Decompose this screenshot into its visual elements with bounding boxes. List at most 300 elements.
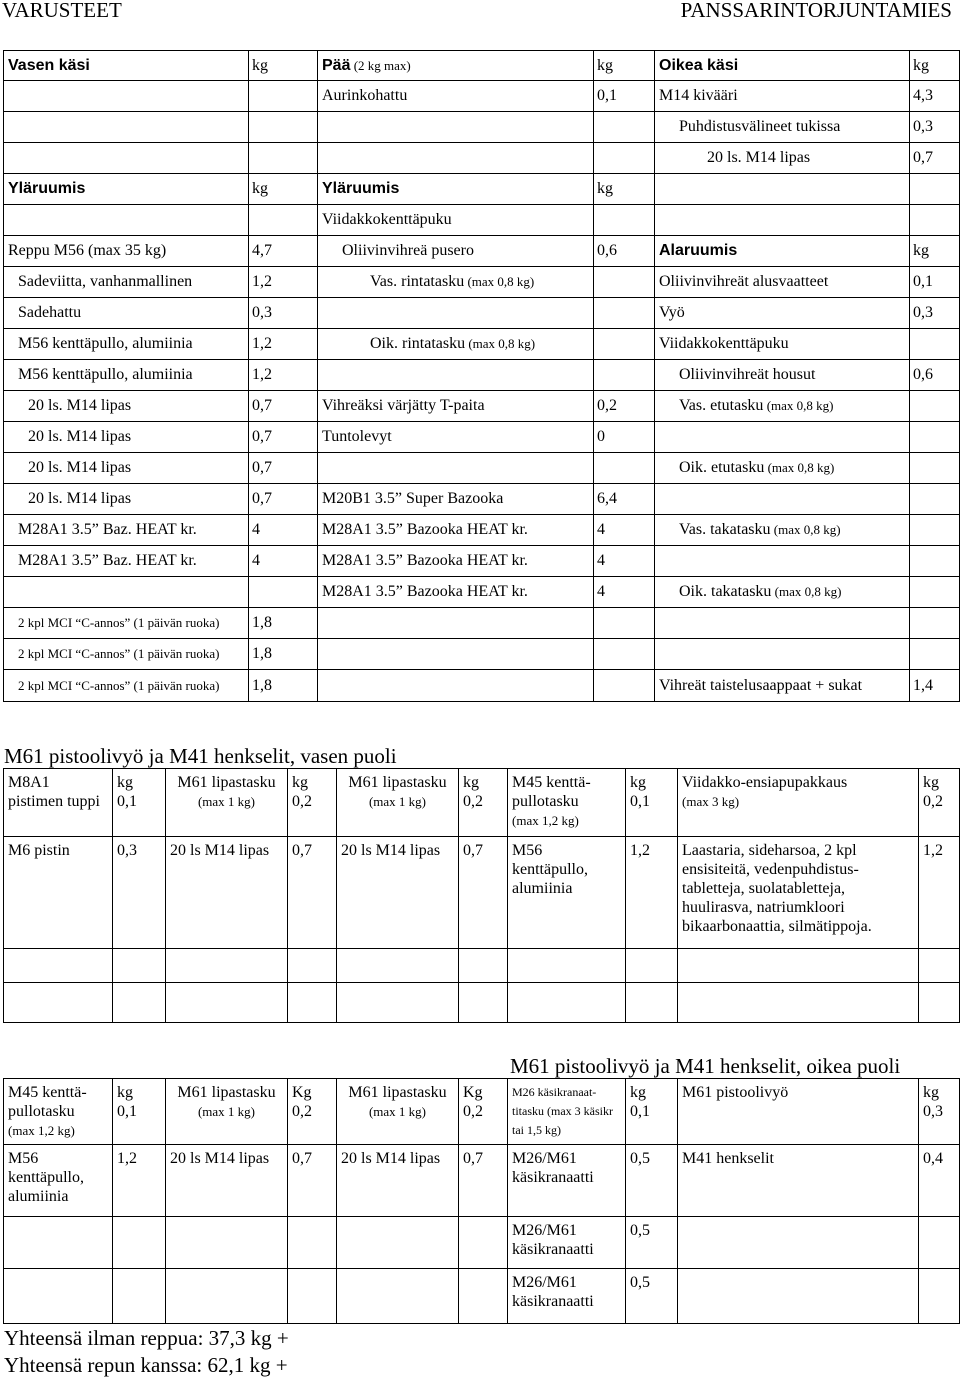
weight-cell — [919, 1079, 960, 1145]
weight-cell — [288, 1145, 337, 1217]
weight-cell — [249, 422, 318, 453]
weight-cell — [113, 949, 166, 983]
cell-subtext: (max 0,8 kg) — [764, 460, 835, 475]
item-cell — [655, 453, 910, 484]
cell-text: Oikea käsi — [659, 56, 739, 74]
item-cell — [508, 1217, 626, 1269]
weight-cell — [288, 1079, 337, 1145]
weight-cell — [910, 608, 960, 639]
item-cell — [318, 51, 594, 81]
total-without-pack: Yhteensä ilman reppua: 37,3 kg + — [4, 1326, 289, 1350]
cell-text: 0 — [597, 428, 605, 445]
weight-cell — [594, 51, 655, 81]
item-cell — [318, 608, 594, 639]
weight-cell — [459, 837, 508, 949]
cell-text: Tuntolevyt — [322, 428, 392, 445]
item-cell — [166, 837, 288, 949]
cell-text: 0,2 — [597, 397, 617, 414]
weight-cell — [626, 983, 678, 1023]
weight-cell — [594, 205, 655, 236]
item-cell — [678, 1145, 919, 1217]
weight-cell — [910, 112, 960, 143]
weight-cell — [594, 484, 655, 515]
weight-cell — [459, 1079, 508, 1145]
weight-cell — [288, 837, 337, 949]
total-with-pack: Yhteensä repun kanssa: 62,1 kg + — [4, 1353, 288, 1377]
weight-cell — [910, 391, 960, 422]
table-row — [4, 422, 960, 453]
item-cell — [318, 391, 594, 422]
weight-cell — [594, 515, 655, 546]
table-row — [4, 267, 960, 298]
table-row — [4, 174, 960, 205]
table-row — [4, 769, 960, 837]
cell-text: 0,7 — [252, 490, 272, 507]
weight-cell — [910, 484, 960, 515]
item-cell — [318, 205, 594, 236]
item-cell — [655, 484, 910, 515]
table-row — [4, 608, 960, 639]
cell-text: M6 pistin — [8, 842, 70, 859]
weight-cell — [910, 267, 960, 298]
table-row — [4, 112, 960, 143]
cell-text: 20 ls. M14 lipas — [28, 428, 132, 445]
weight-cell — [249, 577, 318, 608]
cell-text: Sadeviitta, vanhanmallinen — [18, 273, 193, 290]
cell-text: kg — [913, 56, 929, 74]
cell-text: Vihreäksi värjätty T-paita — [322, 397, 485, 414]
cell-text: 20 ls. M14 lipas — [28, 490, 132, 507]
weight-cell — [910, 639, 960, 670]
cell-text: 0,5 — [630, 1274, 650, 1291]
item-cell — [4, 1079, 113, 1145]
cell-text: 20 ls M14 lipas — [341, 842, 441, 859]
cell-text: kg 0,1 — [117, 774, 137, 810]
cell-text: M28A1 3.5” Bazooka HEAT kr. — [322, 552, 528, 569]
item-cell — [4, 1269, 113, 1324]
cell-subtext: (max 1,2 kg) — [8, 1123, 75, 1138]
table-row — [4, 329, 960, 360]
cell-text: Vas. rintatasku — [370, 273, 465, 290]
table-row — [4, 670, 960, 702]
cell-text: kg 0,3 — [923, 1084, 943, 1120]
weight-cell — [249, 143, 318, 174]
cell-text: 1,2 — [252, 273, 272, 290]
cell-text: 0,1 — [913, 273, 933, 290]
table-row — [4, 391, 960, 422]
cell-text: 0,6 — [597, 242, 617, 259]
weight-cell — [249, 174, 318, 205]
cell-text: Pää — [322, 56, 351, 74]
header-left: VARUSTEET — [2, 0, 122, 22]
item-cell — [4, 484, 249, 515]
item-cell — [4, 670, 249, 702]
item-cell — [678, 837, 919, 949]
cell-text: kg 0,1 — [630, 774, 650, 810]
weight-cell — [113, 1145, 166, 1217]
table-row — [4, 1269, 960, 1324]
item-cell — [4, 546, 249, 577]
item-cell — [678, 1079, 919, 1145]
weight-cell — [594, 81, 655, 112]
table-row — [4, 453, 960, 484]
cell-text: 1,2 — [630, 842, 650, 859]
weight-cell — [919, 837, 960, 949]
cell-text: 0,6 — [913, 366, 933, 383]
item-cell — [4, 1145, 113, 1217]
cell-text: 4 — [597, 583, 605, 600]
item-cell — [166, 1217, 288, 1269]
item-cell — [655, 577, 910, 608]
weight-cell — [910, 515, 960, 546]
cell-text: 0,7 — [252, 459, 272, 476]
cell-text: 20 ls. M14 lipas — [707, 149, 811, 166]
item-cell — [318, 360, 594, 391]
cell-text: Vasen käsi — [8, 56, 90, 74]
item-cell — [166, 1145, 288, 1217]
cell-text: 0,3 — [252, 304, 272, 321]
cell-text: 2 kpl MCI “C-annos” — [18, 677, 131, 693]
cell-text: M28A1 3.5” Bazooka HEAT kr. — [322, 583, 528, 600]
cell-text: 4 — [597, 521, 605, 538]
weight-cell — [249, 391, 318, 422]
item-cell — [318, 236, 594, 267]
cell-text: kg 0,2 — [292, 774, 312, 810]
cell-text: 4 — [252, 521, 260, 538]
weight-cell — [910, 51, 960, 81]
weight-cell — [626, 769, 678, 837]
cell-text: 0,7 — [292, 1150, 312, 1167]
weight-cell — [910, 236, 960, 267]
item-cell — [655, 608, 910, 639]
weight-cell — [113, 1217, 166, 1269]
item-cell — [318, 546, 594, 577]
cell-text: Oik. takatasku — [679, 583, 772, 600]
weight-cell — [910, 329, 960, 360]
item-cell — [4, 453, 249, 484]
cell-text: M26/M61 käsikranaatti — [512, 1222, 594, 1258]
item-cell — [508, 769, 626, 837]
weight-cell — [594, 236, 655, 267]
item-cell — [4, 422, 249, 453]
item-cell — [4, 391, 249, 422]
weight-cell — [249, 670, 318, 702]
weight-cell — [594, 546, 655, 577]
cell-text: 1,8 — [252, 614, 272, 631]
cell-text: M45 kenttä-pullotasku — [8, 1084, 87, 1120]
weight-cell — [910, 174, 960, 205]
cell-text: Kg 0,2 — [292, 1084, 312, 1120]
weight-cell — [910, 577, 960, 608]
item-cell — [678, 769, 919, 837]
table-row — [4, 236, 960, 267]
table-row — [4, 484, 960, 515]
item-cell — [655, 236, 910, 267]
weight-cell — [249, 515, 318, 546]
cell-text: M20B1 3.5” Super Bazooka — [322, 490, 504, 507]
weight-cell — [249, 453, 318, 484]
item-cell — [655, 51, 910, 81]
item-cell — [318, 174, 594, 205]
item-cell — [4, 577, 249, 608]
weight-cell — [910, 453, 960, 484]
item-cell — [655, 329, 910, 360]
cell-text: 0,7 — [252, 397, 272, 414]
cell-text: 1,8 — [252, 676, 272, 694]
weight-cell — [249, 329, 318, 360]
weight-cell — [594, 360, 655, 391]
cell-text: 0,3 — [913, 304, 933, 321]
cell-text: kg 0,1 — [630, 1084, 650, 1120]
cell-subtext: (2 kg max) — [350, 57, 411, 73]
cell-subtext: (max 1 kg) — [197, 1104, 256, 1119]
weight-cell — [626, 1145, 678, 1217]
table-row — [4, 983, 960, 1023]
item-cell — [318, 112, 594, 143]
cell-text: 1,2 — [923, 842, 943, 859]
cell-text: Oliivinvihreät alusvaatteet — [659, 273, 829, 290]
item-cell — [337, 983, 459, 1023]
cell-text: Reppu M56 (max 35 kg) — [8, 242, 167, 259]
item-cell — [318, 329, 594, 360]
weight-cell — [594, 267, 655, 298]
weight-cell — [249, 484, 318, 515]
item-cell — [318, 639, 594, 670]
item-cell — [508, 1269, 626, 1324]
item-cell — [318, 453, 594, 484]
weight-cell — [594, 143, 655, 174]
weight-cell — [594, 453, 655, 484]
weight-cell — [249, 51, 318, 81]
item-cell — [655, 391, 910, 422]
cell-text: Oliivinvihreät housut — [679, 366, 816, 383]
item-cell — [4, 174, 249, 205]
item-cell — [4, 236, 249, 267]
item-cell — [4, 515, 249, 546]
cell-text: Alaruumis — [659, 242, 738, 259]
weight-cell — [113, 983, 166, 1023]
weight-cell — [594, 639, 655, 670]
item-cell — [318, 143, 594, 174]
item-cell — [655, 546, 910, 577]
weight-cell — [594, 391, 655, 422]
weight-cell — [249, 236, 318, 267]
weight-cell — [626, 1217, 678, 1269]
item-cell — [337, 1145, 459, 1217]
table-row — [4, 51, 960, 81]
item-cell — [318, 670, 594, 702]
weight-cell — [919, 769, 960, 837]
cell-text: Yläruumis — [8, 180, 86, 197]
cell-text: M45 kenttä-pullotasku — [512, 774, 591, 810]
cell-text: 20 ls. M14 lipas — [28, 397, 132, 414]
item-cell — [655, 205, 910, 236]
item-cell — [4, 298, 249, 329]
cell-subtext: (1 päivän ruoka) — [130, 677, 220, 693]
item-cell — [655, 81, 910, 112]
table-row — [4, 205, 960, 236]
cell-text: 0,1 — [597, 87, 617, 104]
weight-cell — [594, 112, 655, 143]
weight-cell — [919, 1269, 960, 1324]
cell-text: 0,5 — [630, 1222, 650, 1239]
weight-cell — [910, 143, 960, 174]
weight-cell — [249, 267, 318, 298]
item-cell — [337, 1269, 459, 1324]
cell-text: kg — [913, 242, 929, 259]
cell-text: M61 lipastasku — [348, 774, 447, 791]
item-cell — [337, 949, 459, 983]
cell-text: kg 0,2 — [923, 774, 943, 810]
cell-text: M61 lipastasku — [177, 774, 276, 791]
weight-cell — [910, 670, 960, 702]
weight-cell — [594, 298, 655, 329]
belt-left-title: M61 pistoolivyö ja M41 henkselit, vasen puoli — [4, 744, 397, 768]
weight-cell — [919, 1217, 960, 1269]
weight-cell — [113, 1079, 166, 1145]
cell-text: 1,2 — [117, 1150, 137, 1167]
item-cell — [166, 1269, 288, 1324]
cell-text: M61 pistoolivyö — [682, 1084, 789, 1101]
cell-text: 0,7 — [292, 842, 312, 859]
item-cell — [4, 949, 113, 983]
cell-text: Oik. etutasku — [679, 459, 765, 476]
cell-text: M56 kenttäpullo, alumiinia — [8, 1150, 84, 1205]
table-row — [4, 837, 960, 949]
item-cell — [508, 837, 626, 949]
item-cell — [678, 1269, 919, 1324]
weight-cell — [288, 769, 337, 837]
table-row — [4, 81, 960, 112]
item-cell — [318, 484, 594, 515]
weight-cell — [459, 769, 508, 837]
cell-text: 0,7 — [252, 428, 272, 445]
weight-cell — [910, 360, 960, 391]
item-cell — [4, 143, 249, 174]
weight-cell — [626, 949, 678, 983]
cell-text: Puhdistusvälineet tukissa — [679, 118, 841, 135]
weight-cell — [249, 298, 318, 329]
cell-text: 1,4 — [913, 676, 933, 694]
cell-text: kg 0,1 — [117, 1084, 137, 1120]
weight-cell — [626, 1079, 678, 1145]
item-cell — [655, 422, 910, 453]
cell-subtext: (max 3 kg) — [682, 794, 740, 809]
cell-text: 0,4 — [923, 1150, 943, 1167]
cell-text: M41 henkselit — [682, 1150, 774, 1167]
header-right: PANSSARINTORJUNTAMIES — [680, 0, 952, 22]
weight-cell — [249, 205, 318, 236]
item-cell — [508, 949, 626, 983]
belt-right-table — [3, 1078, 960, 1324]
table-row — [4, 515, 960, 546]
cell-text: 1,2 — [252, 366, 272, 383]
weight-cell — [594, 608, 655, 639]
cell-text: 0,7 — [463, 1150, 483, 1167]
weight-cell — [249, 360, 318, 391]
weight-cell — [594, 329, 655, 360]
belt-right-title: M61 pistoolivyö ja M41 henkselit, oikea puoli — [510, 1054, 901, 1078]
cell-subtext: (max 0,8 kg) — [763, 398, 834, 413]
cell-text: Viidakkokenttäpuku — [659, 335, 789, 352]
weight-cell — [919, 1145, 960, 1217]
cell-text: Sadehattu — [18, 304, 82, 321]
item-cell — [4, 205, 249, 236]
cell-text: kg — [252, 180, 268, 197]
cell-subtext: (max 1 kg) — [368, 1104, 427, 1119]
item-cell — [655, 515, 910, 546]
weight-cell — [288, 983, 337, 1023]
weight-cell — [249, 639, 318, 670]
weight-cell — [626, 1269, 678, 1324]
item-cell — [337, 837, 459, 949]
item-cell — [655, 174, 910, 205]
cell-text: 20 ls M14 lipas — [341, 1150, 441, 1167]
table-row — [4, 639, 960, 670]
item-cell — [166, 1079, 288, 1145]
belt-left-table — [3, 768, 960, 1023]
item-cell — [655, 143, 910, 174]
item-cell — [318, 577, 594, 608]
cell-subtext: (max 0,8 kg) — [464, 274, 535, 289]
item-cell — [655, 360, 910, 391]
weight-cell — [459, 983, 508, 1023]
cell-text: kg 0,2 — [463, 774, 483, 810]
cell-text: 20 ls. M14 lipas — [28, 459, 132, 476]
table-row — [4, 546, 960, 577]
cell-text: kg — [252, 56, 268, 74]
weight-cell — [459, 1145, 508, 1217]
weight-cell — [626, 837, 678, 949]
item-cell — [508, 983, 626, 1023]
cell-text: Aurinkohattu — [322, 87, 408, 104]
cell-text: Vyö — [659, 304, 685, 321]
item-cell — [655, 639, 910, 670]
weight-cell — [288, 949, 337, 983]
item-cell — [318, 422, 594, 453]
cell-text: 4,3 — [913, 87, 933, 104]
cell-text: M26/M61 käsikranaatti — [512, 1274, 594, 1310]
weight-cell — [910, 205, 960, 236]
cell-text: kg — [597, 180, 613, 197]
weight-cell — [459, 949, 508, 983]
item-cell — [655, 670, 910, 702]
weight-cell — [113, 1269, 166, 1324]
cell-text: M26 käsikranaat-titasku (max 3 käsikr tai 1,5 kg) — [512, 1085, 613, 1137]
item-cell — [4, 51, 249, 81]
item-cell — [166, 769, 288, 837]
cell-text: M14 kivääri — [659, 87, 738, 104]
item-cell — [4, 608, 249, 639]
item-cell — [678, 949, 919, 983]
weight-cell — [919, 983, 960, 1023]
item-cell — [655, 112, 910, 143]
item-cell — [508, 1079, 626, 1145]
cell-text: M56 kenttäpullo, alumiinia — [18, 366, 193, 383]
weight-cell — [249, 112, 318, 143]
item-cell — [318, 298, 594, 329]
item-cell — [678, 1217, 919, 1269]
cell-text: 4,7 — [252, 242, 272, 259]
item-cell — [655, 298, 910, 329]
table-row — [4, 1079, 960, 1145]
item-cell — [4, 983, 113, 1023]
weight-cell — [594, 174, 655, 205]
table-row — [4, 298, 960, 329]
cell-text: 0,7 — [913, 149, 933, 166]
cell-text: M61 lipastasku — [177, 1084, 276, 1101]
cell-text: M26/M61 käsikranaatti — [512, 1150, 594, 1186]
